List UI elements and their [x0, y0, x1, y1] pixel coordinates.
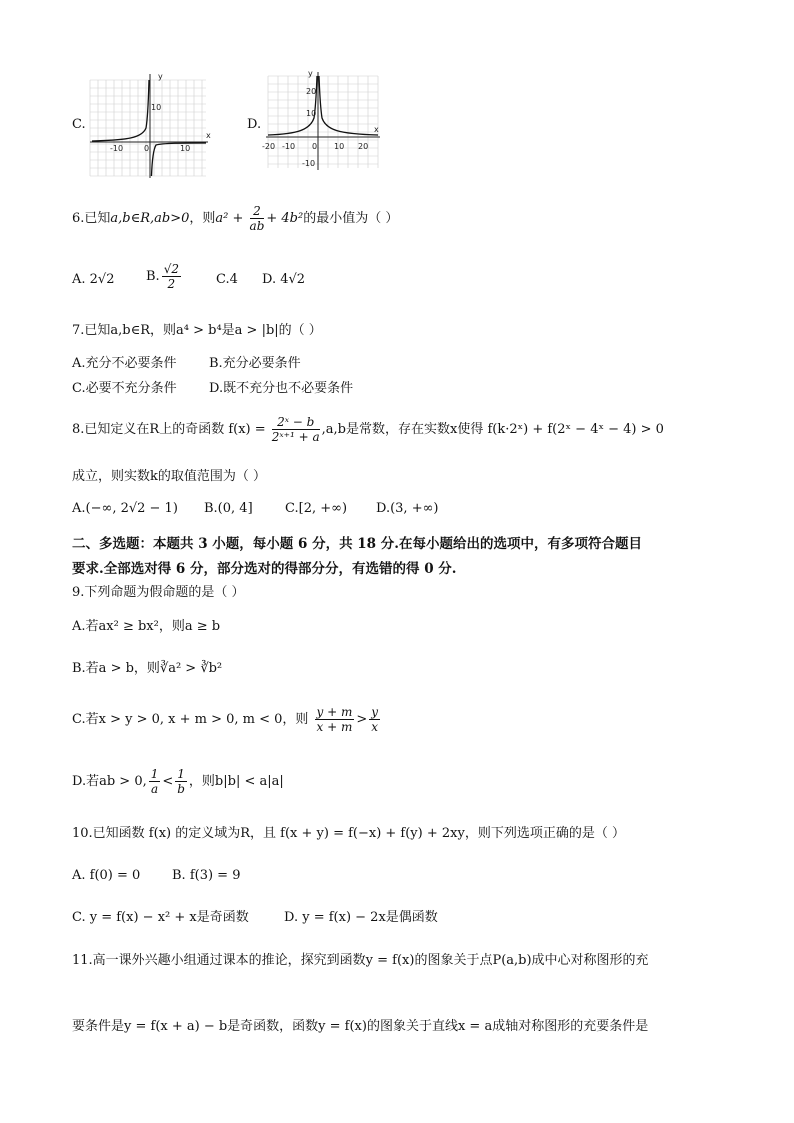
option-d-label: D.	[247, 117, 262, 132]
q10-stem: 10.已知函数 f(x) 的定义域为R，且 f(x + y) = f(−x) + f(y) + 2xy，则下列选项正确的是（ ）	[72, 826, 625, 841]
q9-option-c[interactable]: C.若x > y > 0, x + m > 0, m < 0，则 $\frac{y + m}{x + m}$ > $\frac{y}{x}$	[72, 705, 379, 734]
q9-stem: 9.下列命题为假命题的是（ ）	[72, 585, 245, 600]
d-y-tick: -10	[302, 159, 316, 168]
d-y-tick: 20	[306, 87, 317, 96]
section-header-line2: 要求.全部选对得 6 分，部分选对的得部分分，有选错的得 0 分.	[72, 561, 457, 577]
q7-option-c[interactable]: C.必要不充分条件	[72, 381, 177, 396]
d-y-tick: 10	[306, 109, 317, 118]
c-axis-x-label: x	[206, 131, 211, 140]
q6-option-b[interactable]: B. $\frac{√2}{2}$	[146, 262, 179, 291]
q7-option-a[interactable]: A.充分不必要条件	[72, 356, 177, 371]
d-x-tick: 20	[358, 142, 369, 151]
d-axis-x-label: x	[374, 125, 379, 134]
option-c-graph	[88, 72, 213, 184]
q10-option-a[interactable]: A. f(0) = 0	[72, 868, 141, 883]
q7-option-b[interactable]: B.充分必要条件	[209, 356, 301, 371]
q10-option-d[interactable]: D. y = f(x) − 2x是偶函数	[284, 910, 438, 925]
d-axis-y-label: y	[308, 70, 313, 78]
q9-option-a[interactable]: A.若ax² ≥ bx²，则a ≥ b	[72, 619, 221, 634]
q7-option-d[interactable]: D.既不充分也不必要条件	[209, 381, 354, 396]
q8-option-d[interactable]: D.(3, +∞)	[376, 501, 439, 516]
q6-stem: 6.已知a,b∈R,ab>0，则a² + $\frac{2}{ab}$ + 4b²的最小值为（ ）	[72, 204, 399, 233]
q10-option-c[interactable]: C. y = f(x) − x² + x是奇函数	[72, 910, 249, 925]
c-tick-origin: 0	[144, 144, 150, 153]
q8-option-b[interactable]: B.(0, 4]	[204, 501, 253, 516]
q8-stem: 8.已知定义在R上的奇函数 f(x) = $\frac{\text{2ˣ − b}}{\text{2ˣ⁺¹ + a}}$ ,a,b是常数，存在实数x使得 f(k·2ˣ) + f(2ˣ − 4ˣ − 4) > 0	[72, 415, 664, 444]
c-axis-y-label: y	[158, 72, 163, 81]
q6-option-c[interactable]: C.4	[216, 272, 238, 287]
q8-option-c[interactable]: C.[2, +∞)	[285, 501, 348, 516]
c-tick-right: 10	[180, 144, 191, 153]
q6-option-a[interactable]: A. 2√2	[72, 272, 115, 287]
q11-line2: 要条件是y = f(x + a) − b是奇函数，函数y = f(x)的图象关于直线x = a成轴对称图形的充要条件是	[72, 1019, 649, 1034]
d-x-tick: -10	[282, 142, 296, 151]
c-tick-top: 10	[151, 103, 162, 112]
q11-line1: 11.高一课外兴趣小组通过课本的推论，探究到函数y = f(x)的图象关于点P(a,b)成中心对称图形的充	[72, 953, 649, 968]
q8-stem-line2: 成立，则实数k的取值范围为（ ）	[72, 469, 267, 484]
q6-fraction: $\frac{2}{ab}$	[249, 204, 265, 233]
q7-stem: 7.已知a,b∈R，则a⁴ > b⁴是a > |b|的（ ）	[72, 323, 322, 338]
q8-option-a[interactable]: A.(−∞, 2√2 − 1)	[72, 501, 178, 516]
option-c-label: C.	[72, 117, 86, 132]
section-header-line1: 二、多选题：本题共 3 小题，每小题 6 分，共 18 分.在每小题给出的选项中，有多项符合题目	[72, 536, 642, 552]
d-x-tick: -20	[262, 142, 276, 151]
q10-option-b[interactable]: B. f(3) = 9	[172, 868, 241, 883]
option-d-graph	[262, 70, 384, 178]
q8-fraction: $\frac{\text{2ˣ − b}}{\text{2ˣ⁺¹ + a}}$	[271, 415, 320, 444]
q9-option-d[interactable]: D.若ab > 0, $\frac{1}{a}$ < $\frac{1}{b}$ ，则b|b| < a|a|	[72, 767, 284, 796]
d-x-tick: 0	[312, 142, 318, 151]
d-x-tick: 10	[334, 142, 345, 151]
q6-option-d[interactable]: D. 4√2	[262, 272, 306, 287]
q9-option-b[interactable]: B.若a > b，则∛a² > ∛b²	[72, 661, 223, 676]
c-tick-left: -10	[110, 144, 124, 153]
